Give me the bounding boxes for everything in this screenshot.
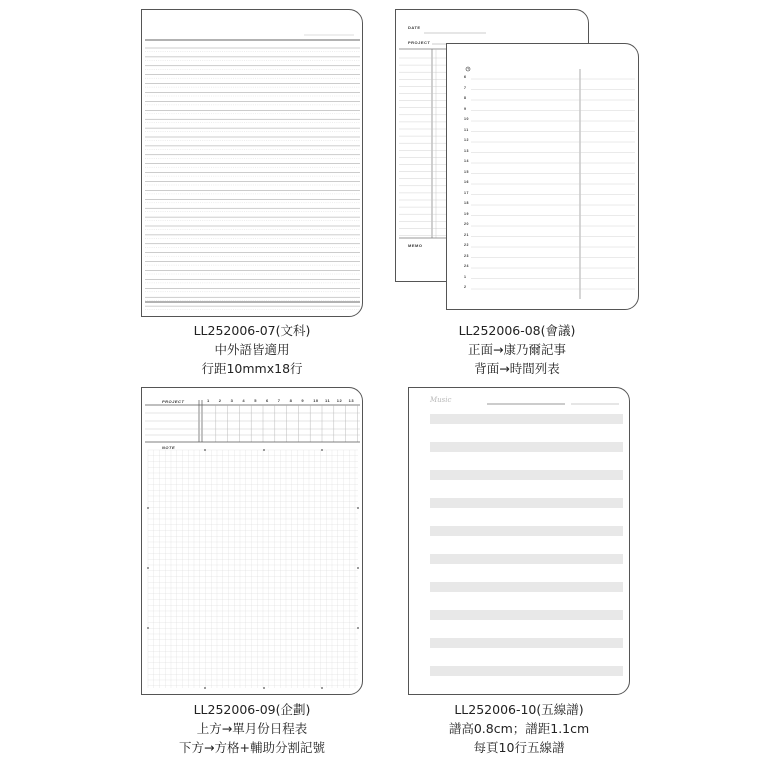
hour-label: 18 [464, 201, 469, 205]
hour-label: 15 [464, 169, 469, 174]
schedule-column-label: 9 [301, 398, 305, 403]
hour-label: 13 [464, 148, 469, 153]
caption-planner [152, 700, 352, 757]
caption-meeting [417, 321, 617, 378]
schedule-column-label: 12 [336, 398, 343, 403]
schedule-column-label: 4 [242, 398, 246, 403]
schedule-column-label: 1 [207, 398, 210, 403]
schedule-column-label: 10 [313, 398, 319, 403]
hour-label: 20 [464, 222, 469, 226]
division-mark [263, 449, 265, 451]
timeline-page-rules [447, 44, 639, 310]
division-mark [357, 507, 359, 509]
lined-page-rules [142, 10, 363, 317]
product-desc-1: 正面→康乃爾記事 [468, 342, 566, 357]
hour-label: 12 [464, 138, 469, 142]
hour-label: 24 [464, 264, 469, 268]
project-label: PROJECT [408, 40, 431, 45]
hour-label: 22 [464, 243, 469, 247]
product-desc-1: 中外語皆適用 [214, 342, 290, 357]
schedule-column-label: 11 [325, 398, 331, 403]
hour-label: 11 [464, 127, 469, 132]
hour-label: 23 [464, 253, 469, 258]
lined-notebook-page [141, 9, 363, 317]
hour-label: 10 [464, 117, 469, 121]
schedule-column-label: 5 [254, 398, 257, 403]
product-code: LL252006-10(五線譜) [454, 702, 584, 717]
product-desc-2: 行距10mmx18行 [201, 361, 303, 376]
planner-grid-page [141, 387, 363, 695]
product-desc-2: 背面→時間列表 [474, 361, 560, 376]
product-desc-2: 每頁10行五線譜 [473, 740, 565, 755]
memo-label: MEMO [408, 243, 423, 248]
hour-label: 7 [464, 85, 467, 90]
division-mark [204, 449, 206, 451]
hour-label: 9 [464, 106, 467, 111]
schedule-column-label: 3 [230, 398, 234, 403]
music-staff-rules [409, 388, 630, 695]
hour-label: 19 [464, 211, 469, 216]
date-label: DATE [408, 25, 421, 30]
division-mark [204, 687, 206, 689]
music-staff-page [408, 387, 630, 695]
division-mark [321, 449, 323, 451]
division-mark [147, 627, 149, 629]
project-label: PROJECT [162, 399, 185, 404]
hour-label: 14 [464, 159, 469, 163]
product-code: LL252006-07(文科) [193, 323, 311, 338]
planner-grid-rules [142, 388, 363, 695]
schedule-column-label: 2 [218, 398, 222, 403]
hour-label: 21 [464, 232, 469, 237]
hour-label: 1 [464, 274, 467, 279]
division-mark [263, 687, 265, 689]
product-desc-1: 譜高0.8cm；譜距1.1cm [448, 721, 590, 736]
hour-label: 2 [464, 285, 467, 289]
division-mark [321, 687, 323, 689]
division-mark [357, 567, 359, 569]
schedule-column-label: 13 [348, 398, 355, 403]
timeline-back-page [446, 43, 639, 310]
division-mark [147, 567, 149, 569]
hour-label: 6 [464, 75, 467, 79]
product-desc-2: 下方→方格+輔助分割記號 [179, 740, 325, 755]
caption-lined [152, 321, 352, 378]
product-code: LL252006-09(企劃) [193, 702, 311, 717]
caption-music [419, 700, 619, 757]
product-desc-1: 上方→單月份日程表 [196, 721, 308, 736]
schedule-column-label: 6 [266, 398, 269, 403]
note-label: NOTE [162, 445, 176, 450]
division-mark [357, 627, 359, 629]
schedule-column-label: 8 [289, 398, 293, 403]
hour-label: 16 [464, 180, 469, 184]
product-code: LL252006-08(會議) [458, 323, 576, 338]
division-mark [147, 507, 149, 509]
music-logo: Music [430, 396, 452, 404]
hour-label: 17 [464, 190, 469, 195]
hour-label: 8 [464, 96, 467, 100]
schedule-column-label: 7 [277, 398, 281, 403]
